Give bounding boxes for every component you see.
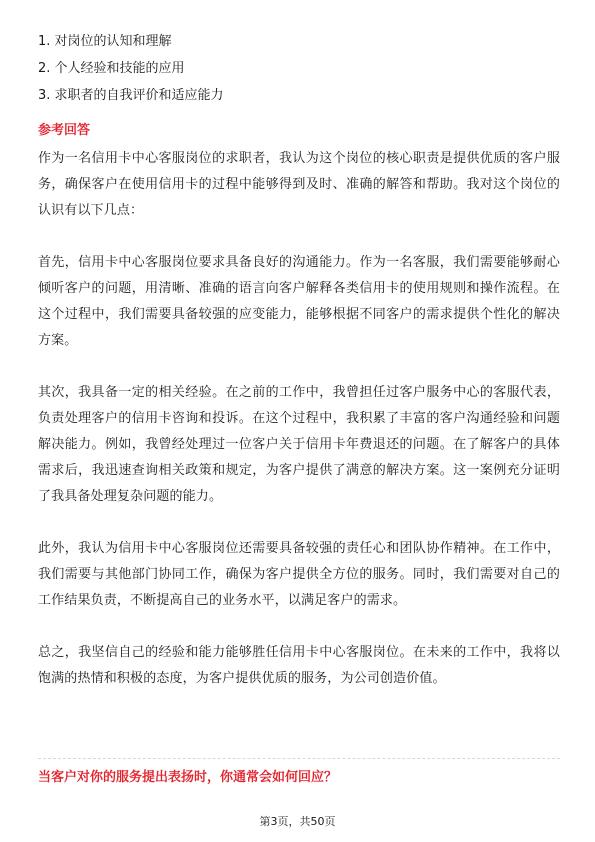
answer-body [38,146,560,718]
reference-answer-heading: 参考回答 [38,123,91,138]
list-item: 3. 求职者的自我评价和适应能力 [38,88,224,103]
answer-paragraph: 首先，信用卡中心客服岗位要求具备良好的沟通能力。作为一名客服，我们需要能够耐心倾听客户的问题，用清晰、准确的语言向客户解释各类信用卡的使用规则和操作流程。在这个过程中，我们需要具备较强的应变能力，能够根据不同客户的需求提供个性化的解决方案。 [38,255,560,348]
list-item: 2. 个人经验和技能的应用 [38,61,185,76]
page-number-footer: 第3页，共50页 [259,815,336,828]
section-divider [38,758,560,759]
answer-paragraph: 作为一名信用卡中心客服岗位的求职者，我认为这个岗位的核心职责是提供优质的客户服务，确保客户在使用信用卡的过程中能够得到及时、准确的解答和帮助。我对这个岗位的认识有以下几点： [38,151,560,218]
answer-paragraph: 总之，我坚信自己的经验和能力能够胜任信用卡中心客服岗位。在未来的工作中，我将以饱满的热情和积极的态度，为客户提供优质的服务，为公司创造价值。 [38,645,560,686]
next-question-heading: 当客户对你的服务提出表扬时，你通常会如何回应？ [38,770,338,785]
answer-paragraph: 其次，我具备一定的相关经验。在之前的工作中，我曾担任过客户服务中心的客服代表，负责处理客户的信用卡咨询和投诉。在这个过程中，我积累了丰富的客户沟通经验和问题解决能力。例如，我曾经处理过一位客户关于信用卡年费退还的问题。在了解客户的具体需求后，我迅速查询相关政策和规定，为客户提供了满意的解决方案。这一案例充分证明了我具备处理复杂问题的能力。 [38,385,560,504]
list-item: 1. 对岗位的认知和理解 [38,34,172,49]
question-points-list [38,28,224,109]
answer-paragraph: 此外，我认为信用卡中心客服岗位还需要具备较强的责任心和团队协作精神。在工作中，我们需要与其他部门协同工作，确保为客户提供全方位的服务。同时，我们需要对自己的工作结果负责，不断提高自己的业务水平，以满足客户的需求。 [38,541,560,608]
